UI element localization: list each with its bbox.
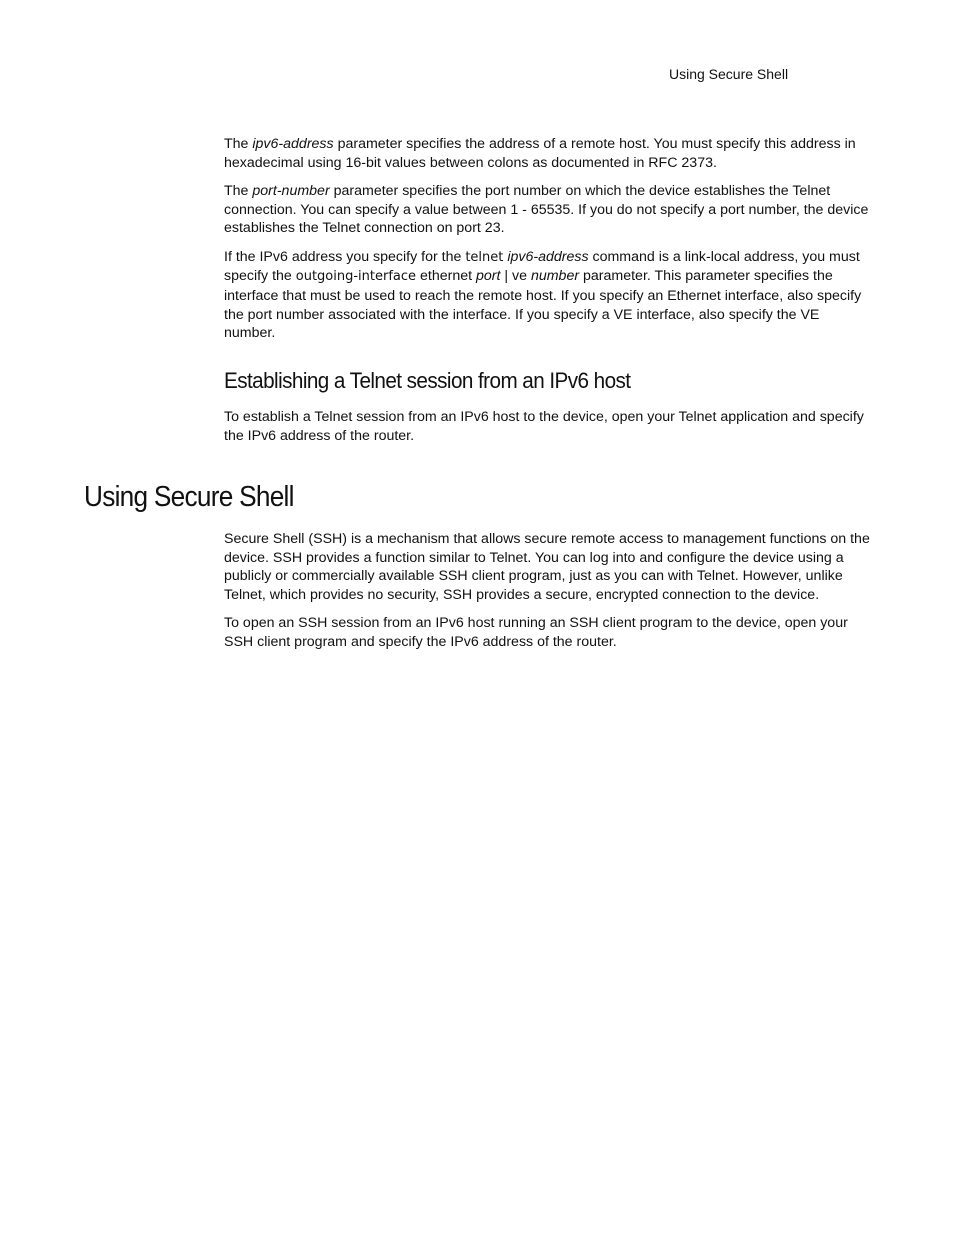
telnet-session-section [224, 408, 870, 445]
text-run: command is a link-local address, you must specify the [224, 248, 860, 285]
link-local-paragraph [224, 248, 870, 344]
ssh-intro-paragraph: Secure Shell (SSH) is a mechanism that allows secure remote access to management functions on the device. SSH provides a function similar to Telnet. You can log into and configure the device using a publicly or commercially available SSH client program, just as you can with Telnet. However, unlike Telnet, which provides no security, SSH provides a secure, encrypted connection to the device. [224, 531, 870, 604]
ssh-session-paragraph: To open an SSH session from an IPv6 host running an SSH client program to the device, open your SSH client program and specify the IPv6 address of the router. [224, 615, 848, 651]
parameter-name: number [530, 268, 580, 285]
section-heading: Using Secure Shell [84, 481, 294, 513]
telnet-parameters-section [224, 135, 870, 343]
parameter-name: port-number [252, 182, 330, 199]
running-header-title: Using Secure Shell [669, 66, 789, 82]
subsection-heading: Establishing a Telnet session from an IPv6 host [224, 368, 631, 393]
text-run: | ve [500, 268, 531, 285]
ipv6-address-paragraph [224, 135, 870, 172]
text-run: The [224, 136, 253, 152]
text-run: parameter specifies the port number on which the device establishes the Telnet connection. You can specify a value between 1 - 65535. If you do not specify a port number, the device establishes the Telnet connection on port 23. [224, 182, 869, 237]
parameter-name: ipv6-address [507, 248, 589, 265]
port-number-paragraph [224, 182, 870, 238]
command-keyword: telnet [465, 249, 504, 265]
text-run: If the IPv6 address you specify for the [224, 248, 466, 265]
parameter-name: ipv6-address [252, 136, 334, 152]
ssh-section [224, 530, 870, 652]
parameter-name: port [476, 268, 501, 285]
text-run: parameter specifies the address of a remote host. You must specify this address in hexadecimal using 16-bit values between colons as documented in RFC 2373. [224, 136, 856, 171]
text-run: The [224, 182, 253, 199]
telnet-session-paragraph: To establish a Telnet session from an IPv6 host to the device, open your Telnet application and specify the IPv6 address of the router. [224, 409, 864, 444]
text-run: ethernet [416, 268, 476, 285]
text-run: parameter. This parameter specifies the interface that must be used to reach the remote host. If you specify an Ethernet interface, also specify the port number associated with the interface. If you specify a VE interface, also specify the VE number. [224, 268, 862, 342]
command-keyword: outgoing-interface [295, 269, 417, 285]
